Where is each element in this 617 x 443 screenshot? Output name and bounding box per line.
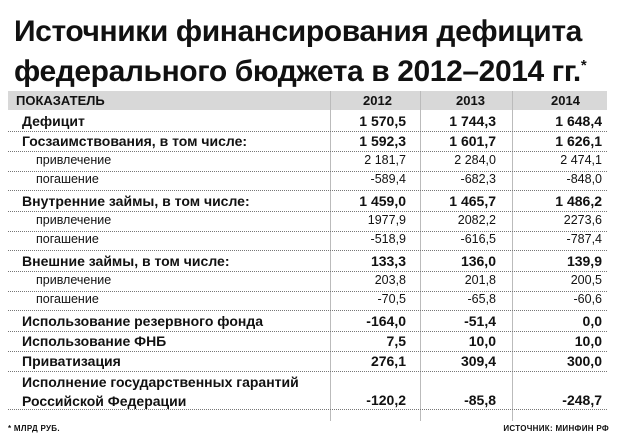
title-line-2 <box>14 49 586 89</box>
value-2012: -120,2 <box>366 392 406 408</box>
value-2012: -589,4 <box>370 172 406 186</box>
row-label: привлечение <box>36 273 112 287</box>
value-2013: 2 284,0 <box>454 153 496 167</box>
value-2012: 203,8 <box>374 273 406 287</box>
table-row <box>8 131 607 152</box>
table-row <box>8 170 607 191</box>
table-row <box>8 191 607 212</box>
table-row <box>8 151 607 172</box>
row-label: Внешние займы, в том числе: <box>22 253 230 269</box>
table-row <box>8 111 607 132</box>
value-2013: 201,8 <box>464 273 496 287</box>
value-2014: 2 474,1 <box>560 153 602 167</box>
value-2012: 1 592,3 <box>359 133 406 149</box>
header-label: ПОКАЗАТЕЛЬ <box>16 93 105 108</box>
value-2012: -518,9 <box>370 232 406 246</box>
title-footnote-mark: * <box>580 57 587 74</box>
row-label: Госзаимствования, в том числе: <box>22 133 248 149</box>
value-2014: 10,0 <box>574 333 602 349</box>
header-2012: 2012 <box>363 93 392 108</box>
table-header <box>8 91 607 110</box>
source-note: ИСТОЧНИК: МИНФИН РФ <box>503 424 609 433</box>
header-2013: 2013 <box>456 93 485 108</box>
title-line-2-text: федерального бюджета в 2012–2014 гг. <box>14 55 581 88</box>
row-label: Приватизация <box>22 353 121 369</box>
row-label: погашение <box>36 172 99 186</box>
value-2012: 133,3 <box>370 253 406 269</box>
row-label: погашение <box>36 292 99 306</box>
value-2012: 7,5 <box>386 333 406 349</box>
units-note: * МЛРД РУБ. <box>8 424 60 433</box>
value-2012: 2 181,7 <box>364 153 406 167</box>
row-label: Внутренние займы, в том числе: <box>22 193 250 209</box>
value-2014: 2273,6 <box>563 213 602 227</box>
table-title <box>14 15 586 89</box>
value-2014: 139,9 <box>566 253 602 269</box>
value-2014: 1 486,2 <box>555 193 602 209</box>
row-label: Использование резервного фонда <box>22 313 264 329</box>
row-label: погашение <box>36 232 99 246</box>
value-2014: 1 626,1 <box>555 133 602 149</box>
value-2014: 0,0 <box>582 313 602 329</box>
table-row <box>8 371 607 410</box>
value-2012: -164,0 <box>366 313 406 329</box>
value-2014: 300,0 <box>566 353 602 369</box>
value-2014: 200,5 <box>570 273 602 287</box>
value-2014: -787,4 <box>566 232 602 246</box>
value-2014: -248,7 <box>562 392 602 408</box>
value-2014: -60,6 <box>573 292 602 306</box>
value-2014: 1 648,4 <box>555 113 602 129</box>
value-2013: 1 465,7 <box>449 193 496 209</box>
value-2013: 1 601,7 <box>449 133 496 149</box>
value-2013: -682,3 <box>460 172 496 186</box>
table-row <box>8 211 607 232</box>
row-label: Исполнение государственных гарантий Российской Федерации <box>22 374 299 409</box>
value-2014: -848,0 <box>566 172 602 186</box>
row-label: привлечение <box>36 153 112 167</box>
table-row <box>8 230 607 251</box>
table-row <box>8 331 607 352</box>
table-row <box>8 290 607 311</box>
table-row <box>8 251 607 272</box>
row-label: Дефицит <box>22 113 85 129</box>
value-2012: 1 570,5 <box>359 113 406 129</box>
title-line-1: Источники финансирования дефицита <box>14 15 582 48</box>
value-2012: -70,5 <box>377 292 406 306</box>
value-2012: 1 459,0 <box>359 193 406 209</box>
row-label: привлечение <box>36 213 112 227</box>
value-2013: 136,0 <box>460 253 496 269</box>
value-2013: 309,4 <box>460 353 496 369</box>
value-2013: 10,0 <box>468 333 496 349</box>
value-2013: -616,5 <box>460 232 496 246</box>
header-2014: 2014 <box>551 93 580 108</box>
table-row <box>8 311 607 332</box>
value-2013: -85,8 <box>464 392 496 408</box>
value-2012: 276,1 <box>370 353 406 369</box>
value-2013: 2082,2 <box>457 213 496 227</box>
value-2013: 1 744,3 <box>449 113 496 129</box>
value-2013: -65,8 <box>467 292 496 306</box>
row-label: Использование ФНБ <box>22 333 167 349</box>
table-row <box>8 351 607 372</box>
value-2012: 1977,9 <box>367 213 406 227</box>
value-2013: -51,4 <box>464 313 496 329</box>
table-row <box>8 271 607 292</box>
